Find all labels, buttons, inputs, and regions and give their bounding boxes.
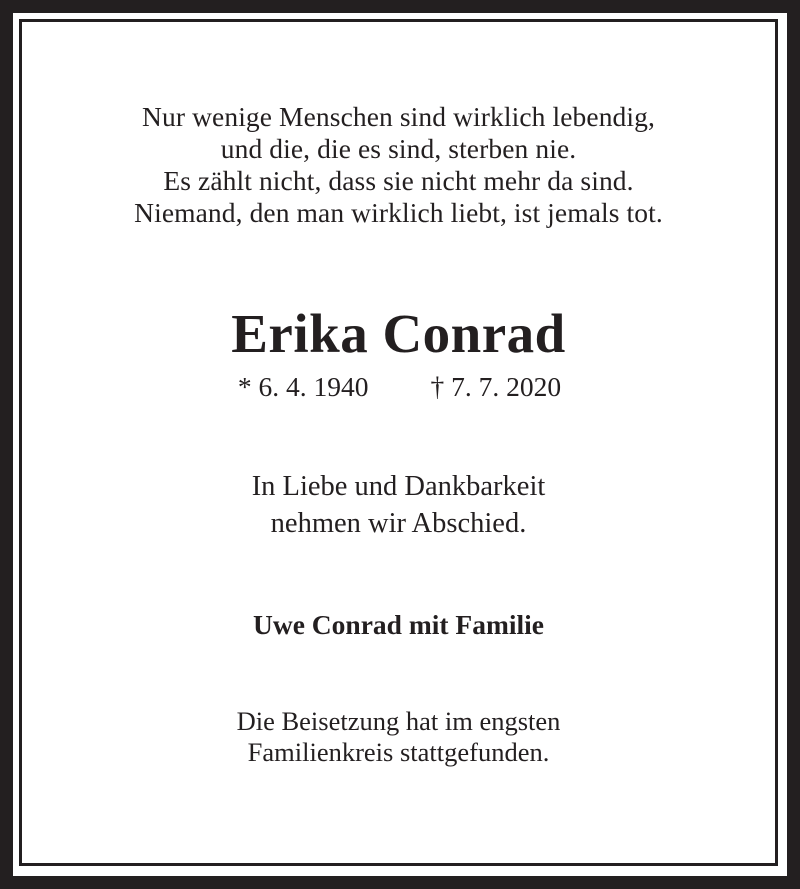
farewell-line: nehmen wir Abschied. bbox=[270, 508, 527, 539]
quote-line: Niemand, den man wirklich liebt, ist jemals tot. bbox=[134, 197, 663, 228]
quote-line: und die, die es sind, sterben nie. bbox=[220, 133, 577, 164]
farewell-message bbox=[22, 468, 775, 542]
mourners-signature: Uwe Conrad mit Familie bbox=[253, 609, 544, 640]
obituary-inner-frame bbox=[19, 19, 778, 866]
burial-note bbox=[22, 706, 775, 768]
quote-line: Es zählt nicht, dass sie nicht mehr da sind. bbox=[163, 165, 634, 196]
birth-date: * 6. 4. 1940 bbox=[237, 371, 369, 402]
life-dates bbox=[22, 370, 775, 404]
quote-line: Nur wenige Menschen sind wirklich lebendig, bbox=[142, 101, 655, 132]
deceased-name: Erika Conrad bbox=[231, 303, 566, 364]
memorial-quote bbox=[22, 101, 775, 229]
burial-note-line: Familienkreis stattgefunden. bbox=[247, 737, 550, 767]
obituary-outer-frame bbox=[13, 13, 787, 876]
burial-note-line: Die Beisetzung hat im engsten bbox=[236, 706, 561, 736]
death-date: † 7. 7. 2020 bbox=[430, 371, 562, 402]
farewell-line: In Liebe und Dankbarkeit bbox=[251, 471, 546, 502]
